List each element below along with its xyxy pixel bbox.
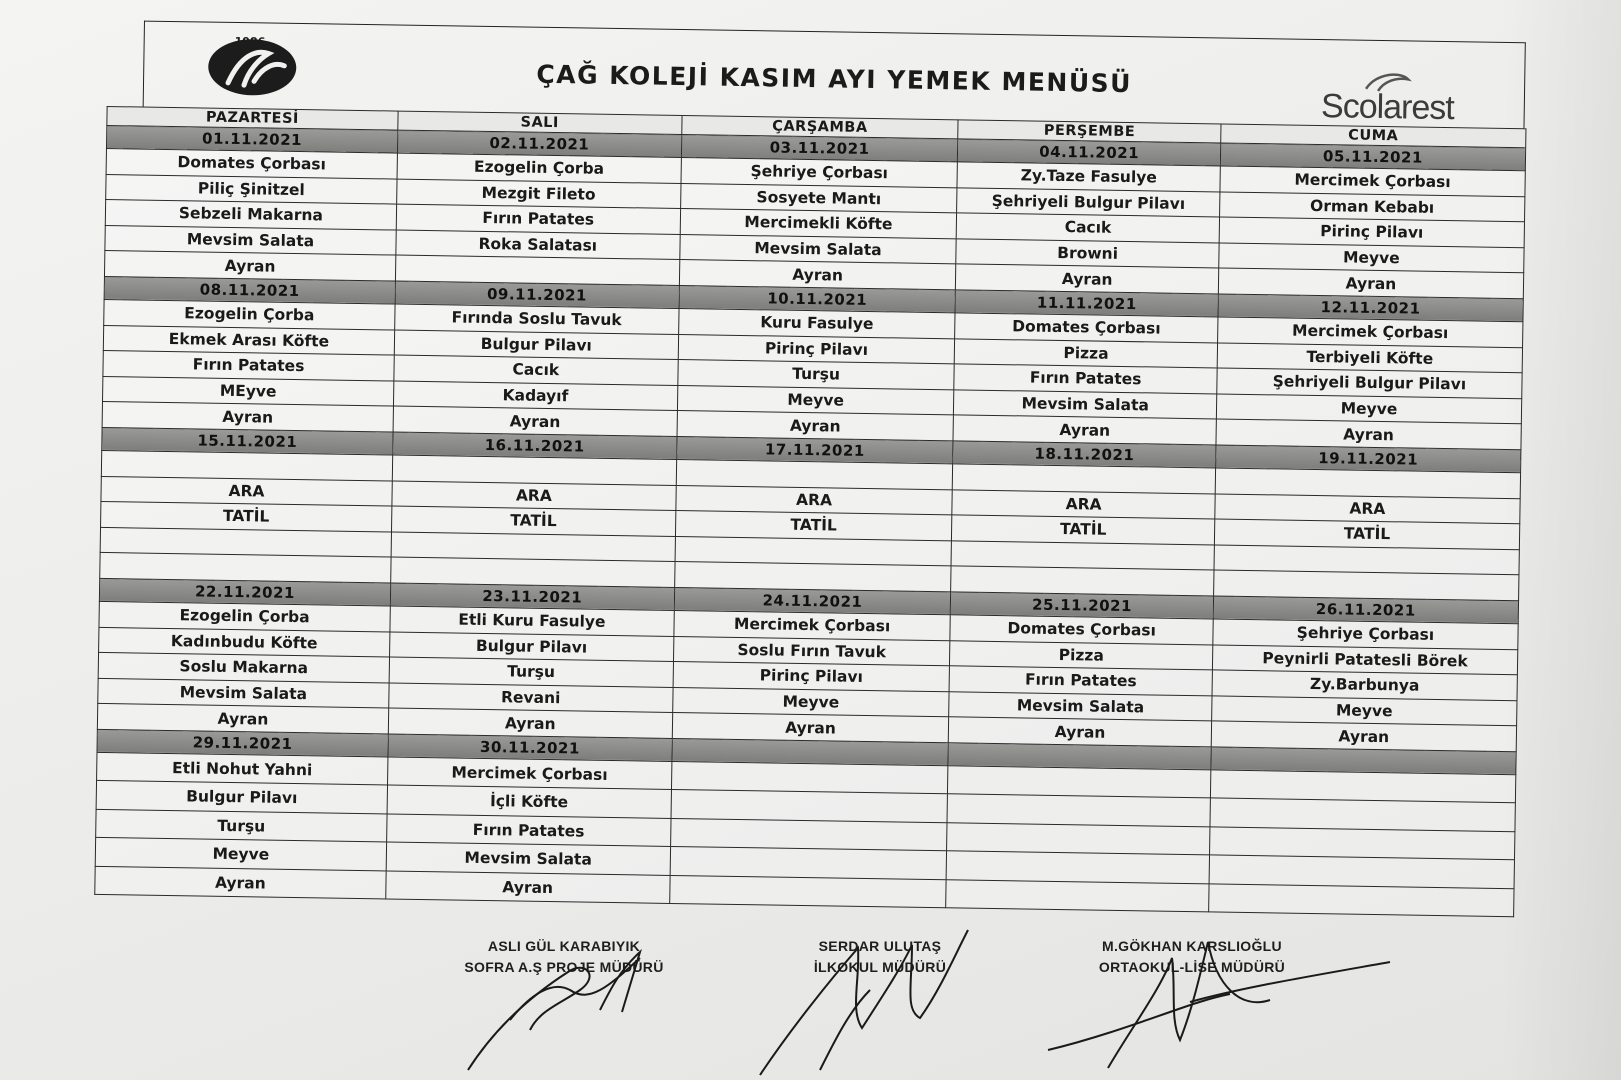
menu-item-cell: Kadınbudu Köfte (99, 627, 390, 657)
menu-item-cell: Meyve (1219, 243, 1524, 273)
menu-item-cell: Ezogelin Çorba (397, 153, 681, 183)
signer-name: SERDAR ULUTAŞ (818, 938, 942, 954)
day-header: PAZARTESİ (107, 106, 398, 130)
menu-item-cell: İçli Köfte (387, 785, 671, 818)
signer-name: M.GÖKHAN KARSLIOĞLU (1102, 938, 1282, 954)
signer-role: İLKOKUL MÜDÜRÜ (813, 959, 947, 975)
menu-item-cell: Pirinç Pilavı (678, 334, 955, 364)
menu-item-cell: Meyve (1216, 394, 1521, 424)
date-cell: 25.11.2021 (951, 592, 1214, 619)
menu-item-cell: Ayran (102, 402, 393, 432)
brand-name: Scolarest (1320, 87, 1455, 128)
menu-item-cell: Sosyete Mantı (680, 183, 957, 213)
menu-item-cell (947, 794, 1210, 827)
menu-item-cell: TATİL (101, 502, 392, 532)
page-title: ÇAĞ KOLEJİ KASIM AYI YEMEK MENÜSÜ (536, 59, 1133, 99)
menu-item-cell: Peynirli Patatesli Börek (1212, 644, 1517, 674)
signer-role: ORTAOKUL-LİSE MÜDÜRÜ (1098, 959, 1286, 975)
menu-item-cell (670, 818, 947, 851)
menu-item-cell: Ekmek Arası Köfte (103, 325, 394, 355)
menu-item-cell: Mercimekli Köfte (680, 209, 957, 239)
menu-item-cell: Ayran (677, 411, 954, 441)
menu-item-cell: Fırın Patates (396, 204, 680, 234)
menu-item-cell: Soslu Makarna (98, 653, 389, 683)
date-cell: 04.11.2021 (958, 139, 1221, 166)
menu-item-cell: Meyve (95, 838, 386, 871)
menu-body (95, 125, 1526, 917)
menu-item-cell: Ezogelin Çorba (104, 299, 395, 329)
menu-item-cell: Etli Nohut Yahni (97, 752, 388, 785)
menu-item-cell: Mevsim Salata (105, 225, 396, 255)
menu-item-cell: Zy.Barbunya (1212, 670, 1517, 700)
menu-item-cell (947, 823, 1210, 856)
menu-item-cell: Fırın Patates (387, 814, 671, 847)
menu-item-cell: Ayran (679, 260, 956, 290)
menu-item-cell: Etli Kuru Fasulye (390, 606, 674, 636)
menu-item-cell: Browni (956, 239, 1219, 269)
menu-item-cell: Ayran (672, 713, 949, 743)
menu-item-cell: Piliç Şinitzel (106, 174, 397, 204)
menu-item-cell: Mercimek Çorbası (1217, 317, 1522, 347)
date-cell: 18.11.2021 (953, 441, 1216, 468)
day-header: CUMA (1221, 124, 1526, 148)
menu-item-cell: Ayran (95, 866, 386, 899)
menu-item-cell: Bulgur Pilavı (394, 330, 678, 360)
menu-item-cell (670, 847, 947, 880)
menu-item-cell: Kuru Fasulye (678, 308, 955, 338)
menu-item-cell (669, 875, 946, 908)
menu-item-cell (946, 851, 1209, 884)
menu-item-cell: Şehriye Çorbası (1213, 619, 1518, 649)
menu-item-cell: Fırın Patates (949, 666, 1212, 696)
menu-item-cell: Ayran (1211, 721, 1516, 751)
menu-item-cell: Meyve (677, 385, 954, 415)
date-cell: 12.11.2021 (1218, 294, 1523, 322)
menu-item-cell: Ayran (953, 415, 1216, 445)
date-cell: 24.11.2021 (674, 587, 951, 614)
signer-role: SOFRA A.Ş PROJE MÜDÜRÜ (464, 959, 664, 975)
menu-item-cell: Mevsim Salata (949, 691, 1212, 721)
menu-item-cell: Ayran (393, 406, 677, 436)
date-cell: 23.11.2021 (390, 583, 674, 610)
menu-item-cell: Ayran (956, 264, 1219, 294)
menu-item-cell (671, 761, 948, 794)
date-cell: 02.11.2021 (397, 130, 681, 157)
menu-item-cell: Ayran (97, 704, 388, 734)
date-cell: 01.11.2021 (106, 125, 397, 153)
date-cell: 30.11.2021 (388, 734, 672, 761)
menu-document (94, 20, 1568, 963)
menu-item-cell: Ayran (1216, 419, 1521, 449)
menu-item-cell: Roka Salatası (396, 230, 680, 260)
date-cell: 16.11.2021 (393, 432, 677, 459)
menu-item-cell (948, 766, 1211, 799)
menu-item-cell (1209, 884, 1515, 917)
signature-block-1 (444, 936, 684, 978)
menu-item-cell: Cacık (394, 355, 678, 385)
date-cell: 26.11.2021 (1213, 596, 1518, 624)
menu-item-cell: Pirinç Pilavı (1219, 217, 1524, 247)
menu-table (94, 106, 1526, 918)
menu-item-cell: Fırında Soslu Tavuk (395, 304, 679, 334)
menu-item-cell: Domates Çorbası (950, 615, 1213, 645)
menu-item-cell: Sebzeli Makarna (105, 200, 396, 230)
menu-item-cell: Orman Kebabı (1219, 192, 1524, 222)
menu-item-cell: Ayran (949, 717, 1212, 747)
menu-item-cell: Domates Çorbası (106, 148, 397, 178)
menu-item-cell: Mevsim Salata (98, 678, 389, 708)
menu-item-cell: Ayran (386, 871, 670, 904)
menu-item-cell: Pizza (955, 338, 1218, 368)
menu-item-cell: Mercimek Çorbası (1220, 166, 1525, 196)
menu-item-cell: Mercimek Çorbası (387, 757, 671, 790)
menu-item-cell: Cacık (957, 213, 1220, 243)
menu-item-cell: ARA (101, 476, 392, 506)
menu-item-cell: Ayran (1218, 268, 1523, 298)
menu-item-cell: Soslu Fırın Tavuk (673, 636, 950, 666)
menu-item-cell: Revani (389, 683, 673, 713)
menu-item-cell: Terbiyeli Köfte (1217, 343, 1522, 373)
menu-item-cell: Meyve (1212, 696, 1517, 726)
menu-item-cell: Ayran (388, 708, 672, 738)
logo-year: 1986 (234, 34, 266, 49)
menu-item-cell: Şehriyeli Bulgur Pilavı (957, 187, 1220, 217)
signature-block-2 (770, 936, 990, 978)
menu-item-cell: ARA (676, 485, 953, 515)
menu-item-cell: Fırın Patates (954, 364, 1217, 394)
menu-item-cell: Ezogelin Çorba (99, 601, 390, 631)
date-cell: 05.11.2021 (1220, 143, 1525, 171)
date-cell: 15.11.2021 (102, 427, 393, 455)
menu-item-cell: Şehriyeli Bulgur Pilavı (1217, 368, 1522, 398)
menu-item-cell: TATİL (952, 515, 1215, 545)
day-header: PERŞEMBE (958, 120, 1221, 143)
date-cell: 11.11.2021 (955, 290, 1218, 317)
day-header: SALI (398, 111, 682, 134)
menu-item-cell: Mevsim Salata (679, 234, 956, 264)
menu-item-cell: Turşu (678, 360, 955, 390)
menu-item-cell: ARA (392, 481, 676, 511)
menu-item-cell: Bulgur Pilavı (96, 781, 387, 814)
menu-item-cell: Kadayıf (393, 381, 677, 411)
brand-logo (1303, 66, 1454, 128)
day-header: ÇARŞAMBA (681, 116, 958, 139)
menu-item-cell: TATİL (675, 511, 952, 541)
menu-item-cell: Meyve (672, 687, 949, 717)
menu-item-cell: Domates Çorbası (955, 313, 1218, 343)
menu-item-cell: TATİL (1214, 519, 1519, 549)
menu-item-cell: Fırın Patates (103, 351, 394, 381)
menu-item-cell: Turşu (96, 809, 387, 842)
menu-item-cell: Şehriye Çorbası (681, 158, 958, 188)
menu-item-cell: Mevsim Salata (954, 390, 1217, 420)
menu-item-cell: ARA (952, 489, 1215, 519)
menu-item-cell: Mevsim Salata (386, 842, 670, 875)
menu-item-cell (671, 790, 948, 823)
menu-item-cell: Zy.Taze Fasulye (957, 162, 1220, 192)
menu-item-cell: MEyve (103, 376, 394, 406)
date-cell: 22.11.2021 (99, 578, 390, 606)
menu-item-cell: Pirinç Pilavı (673, 662, 950, 692)
menu-item-cell: Pizza (950, 640, 1213, 670)
date-cell: 08.11.2021 (104, 276, 395, 304)
menu-item-cell: Ayran (104, 251, 395, 281)
menu-item-cell: Mezgit Fileto (397, 179, 681, 209)
date-cell: 03.11.2021 (681, 135, 958, 162)
date-cell: 10.11.2021 (679, 285, 956, 312)
date-cell: 29.11.2021 (97, 729, 388, 757)
signer-name: ASLI GÜL KARABIYIK (487, 938, 641, 954)
menu-item-cell: Mercimek Çorbası (674, 610, 951, 640)
menu-item-cell: Bulgur Pilavı (389, 632, 673, 662)
signature-block-3 (1072, 936, 1312, 978)
menu-item-cell (946, 880, 1209, 913)
menu-item-cell: ARA (1215, 493, 1520, 523)
menu-item-cell: Turşu (389, 657, 673, 687)
date-cell: 19.11.2021 (1215, 445, 1520, 473)
date-cell: 17.11.2021 (676, 436, 953, 463)
menu-item-cell: TATİL (391, 506, 675, 536)
date-cell: 09.11.2021 (395, 281, 679, 308)
